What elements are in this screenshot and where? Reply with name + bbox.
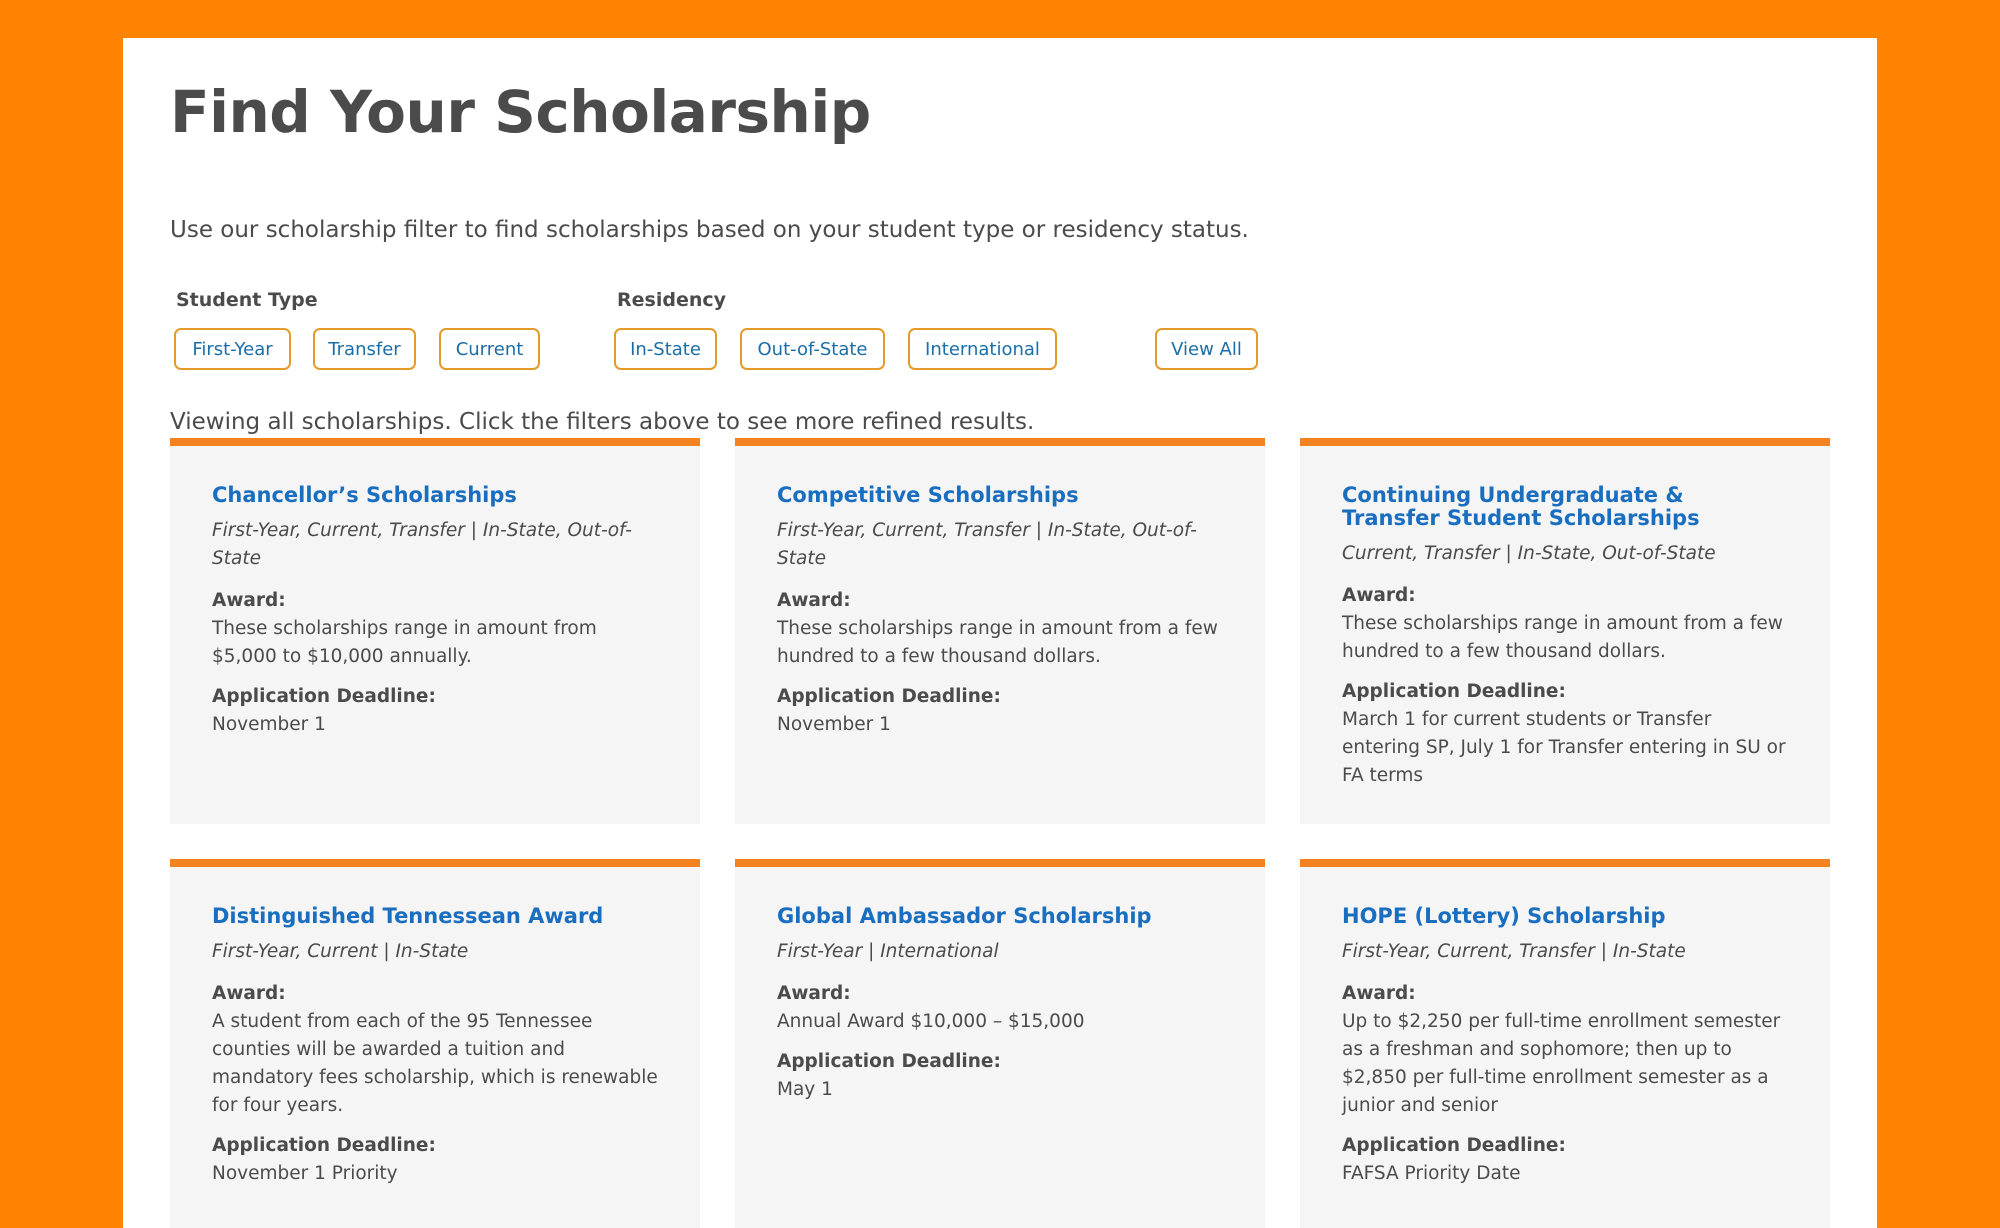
filter-out-of-state-button[interactable]: Out-of-State — [740, 328, 885, 370]
deadline-label: Application Deadline: — [777, 1051, 1001, 1072]
deadline-label: Application Deadline: — [777, 686, 1001, 707]
scholarship-card — [170, 859, 700, 1228]
scholarship-tags: Current, Transfer | In-State, Out-of-State — [1342, 543, 1716, 564]
award-value: A student from each of the 95 Tennessee counties will be awarded a tuition and mandatory fees scholarship, which is renewable for four years. — [212, 1011, 658, 1116]
award-label: Award: — [212, 983, 286, 1004]
deadline-value: FAFSA Priority Date — [1342, 1163, 1521, 1184]
award-value: Annual Award $10,000 – $15,000 — [777, 1011, 1085, 1032]
award-label: Award: — [777, 590, 851, 611]
scholarship-tags: First-Year | International — [777, 941, 999, 962]
filter-transfer-button[interactable]: Transfer — [313, 328, 416, 370]
content-panel — [123, 38, 1877, 1228]
award-value: These scholarships range in amount from $5,000 to $10,000 annually. — [212, 618, 597, 667]
deadline-label: Application Deadline: — [212, 686, 436, 707]
results-status-text: Viewing all scholarships. Click the filters above to see more refined results. — [170, 409, 1035, 435]
scholarship-title-link[interactable]: Chancellor’s Scholarships — [212, 483, 517, 507]
scholarship-title-link[interactable]: Global Ambassador Scholarship — [777, 904, 1152, 928]
scholarship-tags: First-Year, Current, Transfer | In-State, Out-of-State — [212, 520, 632, 569]
intro-text: Use our scholarship filter to find scholarships based on your student type or residency status. — [170, 217, 1249, 243]
filter-first-year-button[interactable]: First-Year — [174, 328, 291, 370]
award-value: These scholarships range in amount from a few hundred to a few thousand dollars. — [777, 618, 1218, 667]
deadline-value: November 1 — [212, 714, 326, 735]
residency-label: Residency — [617, 289, 726, 311]
award-label: Award: — [777, 983, 851, 1004]
deadline-label: Application Deadline: — [1342, 1135, 1566, 1156]
award-label: Award: — [1342, 983, 1416, 1004]
filter-international-button[interactable]: International — [908, 328, 1057, 370]
scholarship-card — [170, 438, 700, 824]
deadline-label: Application Deadline: — [212, 1135, 436, 1156]
view-all-button[interactable]: View All — [1155, 328, 1258, 370]
filter-in-state-button[interactable]: In-State — [614, 328, 717, 370]
deadline-value: March 1 for current students or Transfer entering SP, July 1 for Transfer entering in SU or FA terms — [1342, 709, 1786, 786]
scholarship-tags: First-Year, Current, Transfer | In-State, Out-of-State — [777, 520, 1197, 569]
scholarship-tags: First-Year, Current, Transfer | In-State — [1342, 941, 1686, 962]
scholarship-card — [735, 859, 1265, 1228]
award-value: Up to $2,250 per full-time enrollment semester as a freshman and sophomore; then up to $2,850 per full-time enrollment semester as a junior and senior — [1342, 1011, 1781, 1116]
scholarship-title-link[interactable]: Distinguished Tennessean Award — [212, 904, 604, 928]
page-title: Find Your Scholarship — [170, 78, 871, 146]
student-type-label: Student Type — [176, 289, 318, 311]
scholarship-card — [1300, 859, 1830, 1228]
scholarship-title-link[interactable]: Continuing Undergraduate & Transfer Student Scholarships — [1342, 483, 1700, 530]
scholarship-card — [735, 438, 1265, 824]
scholarship-card — [1300, 438, 1830, 824]
deadline-value: November 1 — [777, 714, 891, 735]
scholarship-title-link[interactable]: Competitive Scholarships — [777, 483, 1079, 507]
scholarship-title-link[interactable]: HOPE (Lottery) Scholarship — [1342, 904, 1666, 928]
deadline-value: May 1 — [777, 1079, 833, 1100]
deadline-label: Application Deadline: — [1342, 681, 1566, 702]
filter-current-button[interactable]: Current — [439, 328, 540, 370]
award-value: These scholarships range in amount from a few hundred to a few thousand dollars. — [1342, 613, 1783, 662]
scholarship-tags: First-Year, Current | In-State — [212, 941, 469, 962]
award-label: Award: — [1342, 585, 1416, 606]
award-label: Award: — [212, 590, 286, 611]
deadline-value: November 1 Priority — [212, 1163, 398, 1184]
